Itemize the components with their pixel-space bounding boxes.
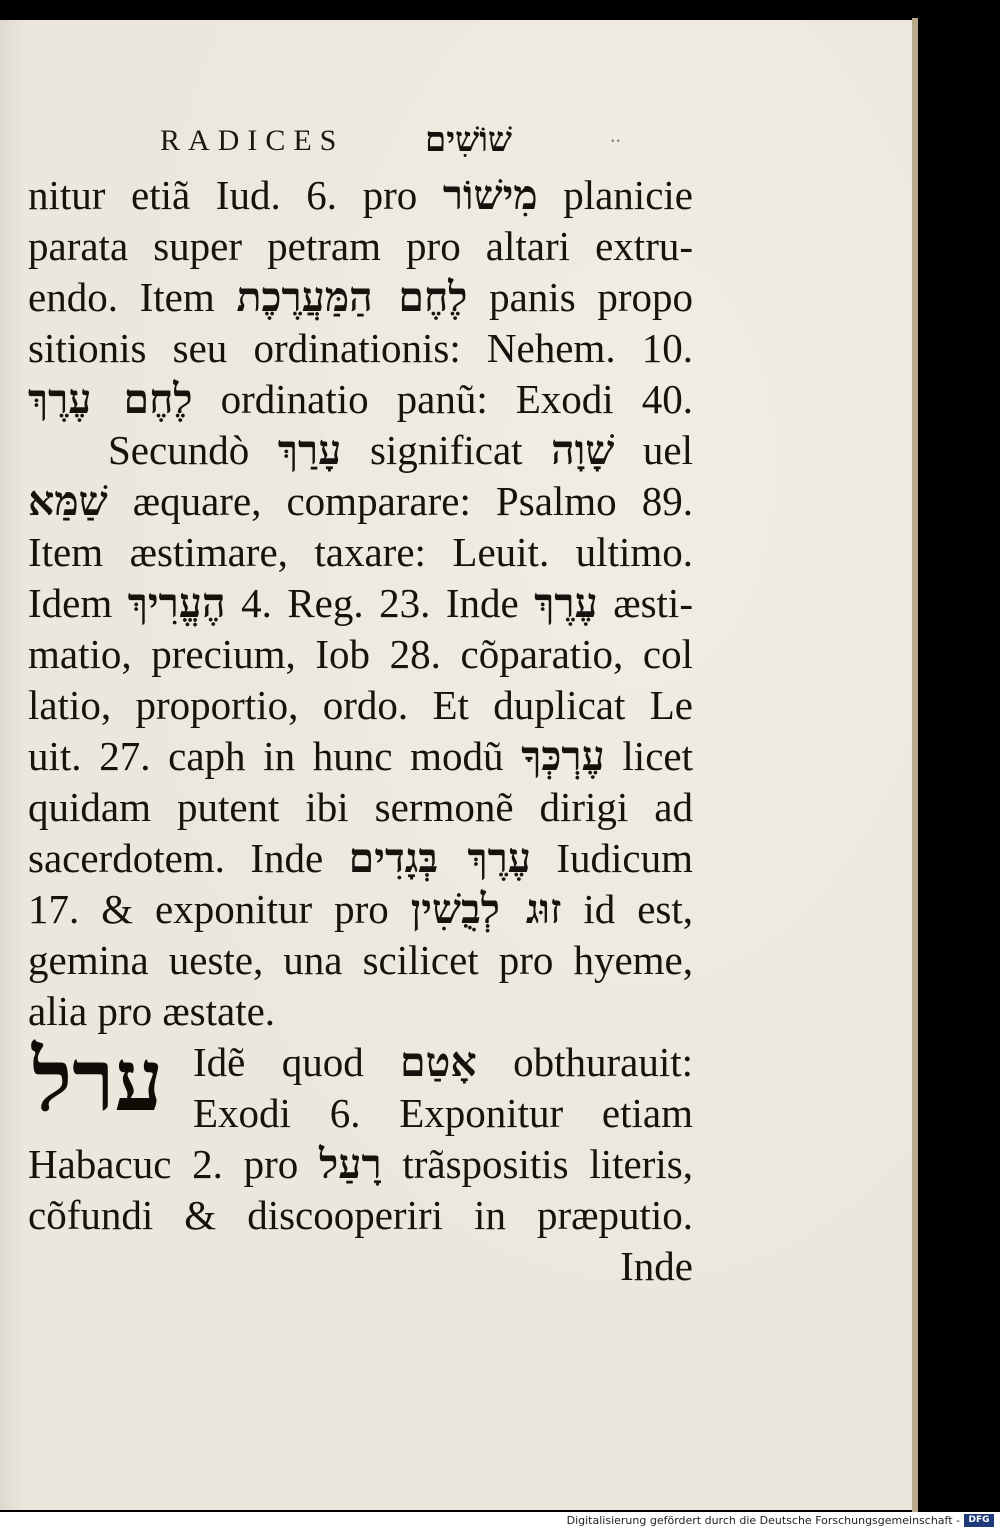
latin-text: æquare, comparare: Psalmo 89. [107,478,693,524]
text-line [28,1139,693,1190]
latin-text: id est, [561,886,693,932]
text-line [28,782,693,833]
latin-text: Idẽ quod [193,1039,401,1085]
footer-bar [0,1512,1000,1529]
latin-text: Item æstimare, taxare: Leuit. ultimo. [28,529,693,575]
text-lines-top [28,170,693,1037]
drop-initial [28,1030,188,1137]
drop-initial-paragraph [28,1030,693,1139]
latin-text: gemina ueste, una scilicet pro hyeme, [28,937,693,983]
text-line [28,629,693,680]
drop-initial-hebrew: ערל [32,1030,164,1131]
main-text [28,170,693,1292]
latin-text: alia pro æstate. [28,988,276,1034]
hebrew-word: שָׁוָה [551,426,615,474]
text-line [28,323,693,374]
latin-text: parata super petram pro altari extru- [28,223,693,269]
header-latin-title: RADICES [160,124,345,157]
hebrew-word: זוּג לְבֻשִׁין [410,885,562,933]
dfg-logo-icon: DFG [964,1514,994,1527]
text-line [28,833,693,884]
hebrew-word: עֶרֶךְ [534,579,598,627]
text-line [28,170,693,221]
latin-text: cõfundi & discooperiri in præputio. [28,1192,693,1238]
hebrew-word: לֶחֶם עֶרֶךְ [28,375,193,423]
latin-text: 17. & exponitur pro [28,886,411,932]
hebrew-word: הֶעֱרִיךְ [127,579,226,627]
catchword: Inde [620,1243,693,1289]
latin-text: Secundò [108,427,278,473]
latin-text: panis propo [467,274,693,320]
footer-credit: Digitalisierung gefördert durch die Deutsche Forschungsgemeinschaft - [566,1514,960,1527]
latin-text: uel [614,427,694,473]
latin-text: Iudicum [530,835,693,881]
header-mark: .. [610,122,621,147]
hebrew-word: עֶרֶךְ בְּגָדִים [348,834,531,882]
latin-text: uit. 27. caph in hunc modũ [28,733,522,779]
page-edge [912,18,918,1512]
text-lines-bottom [28,1139,693,1241]
text-line [28,374,693,425]
hebrew-word: עֶרְכְּךָ [521,732,605,780]
hebrew-word: מִישׁוֹר [442,171,538,219]
latin-text: quidam putent ibi sermonẽ dirigi ad [28,784,693,830]
latin-text: significat [341,427,552,473]
latin-text: Idem [28,580,128,626]
text-line [28,527,693,578]
latin-text: nitur etiã Iud. 6. pro [28,172,443,218]
text-line [28,1190,693,1241]
header-hebrew-title: שׁוֹשִׁים [425,120,512,160]
text-line [28,680,693,731]
text-line [28,272,693,323]
hebrew-word: שַׁמַּא [28,477,108,525]
latin-text: sitionis seu ordinationis: Nehem. 10. [28,325,693,371]
latin-text: Exodi 6. Exponitur etiam [193,1090,693,1136]
latin-text: 4. Reg. 23. Inde [225,580,535,626]
hebrew-word: אָטַם [400,1038,477,1086]
text-line [28,425,693,476]
text-line [193,1088,693,1139]
text-line [28,578,693,629]
latin-text: latio, proportio, ordo. Et duplicat Le [28,682,693,728]
hebrew-word: לֶחֶם הַמַּעֲרֶכֶת [236,273,468,321]
text-line [28,221,693,272]
latin-text: obthurauit: [476,1039,693,1085]
running-header [0,118,915,168]
hebrew-word: רָעַל [319,1140,382,1188]
text-line [28,476,693,527]
text-line [28,935,693,986]
latin-text: ordinatio panũ: Exodi 40. [192,376,693,422]
latin-text: sacerdotem. Inde [28,835,349,881]
latin-text: endo. Item [28,274,237,320]
latin-text: licet [604,733,693,779]
text-line [28,731,693,782]
latin-text: æsti- [597,580,693,626]
text-line [28,884,693,935]
latin-text: matio, precium, Iob 28. cõparatio, col [28,631,693,677]
latin-text: trãspositis literis, [381,1141,693,1187]
hebrew-word: עָרַךְ [277,426,342,474]
text-line [193,1037,693,1088]
latin-text: Habacuc 2. pro [28,1141,320,1187]
latin-text: planicie [537,172,693,218]
